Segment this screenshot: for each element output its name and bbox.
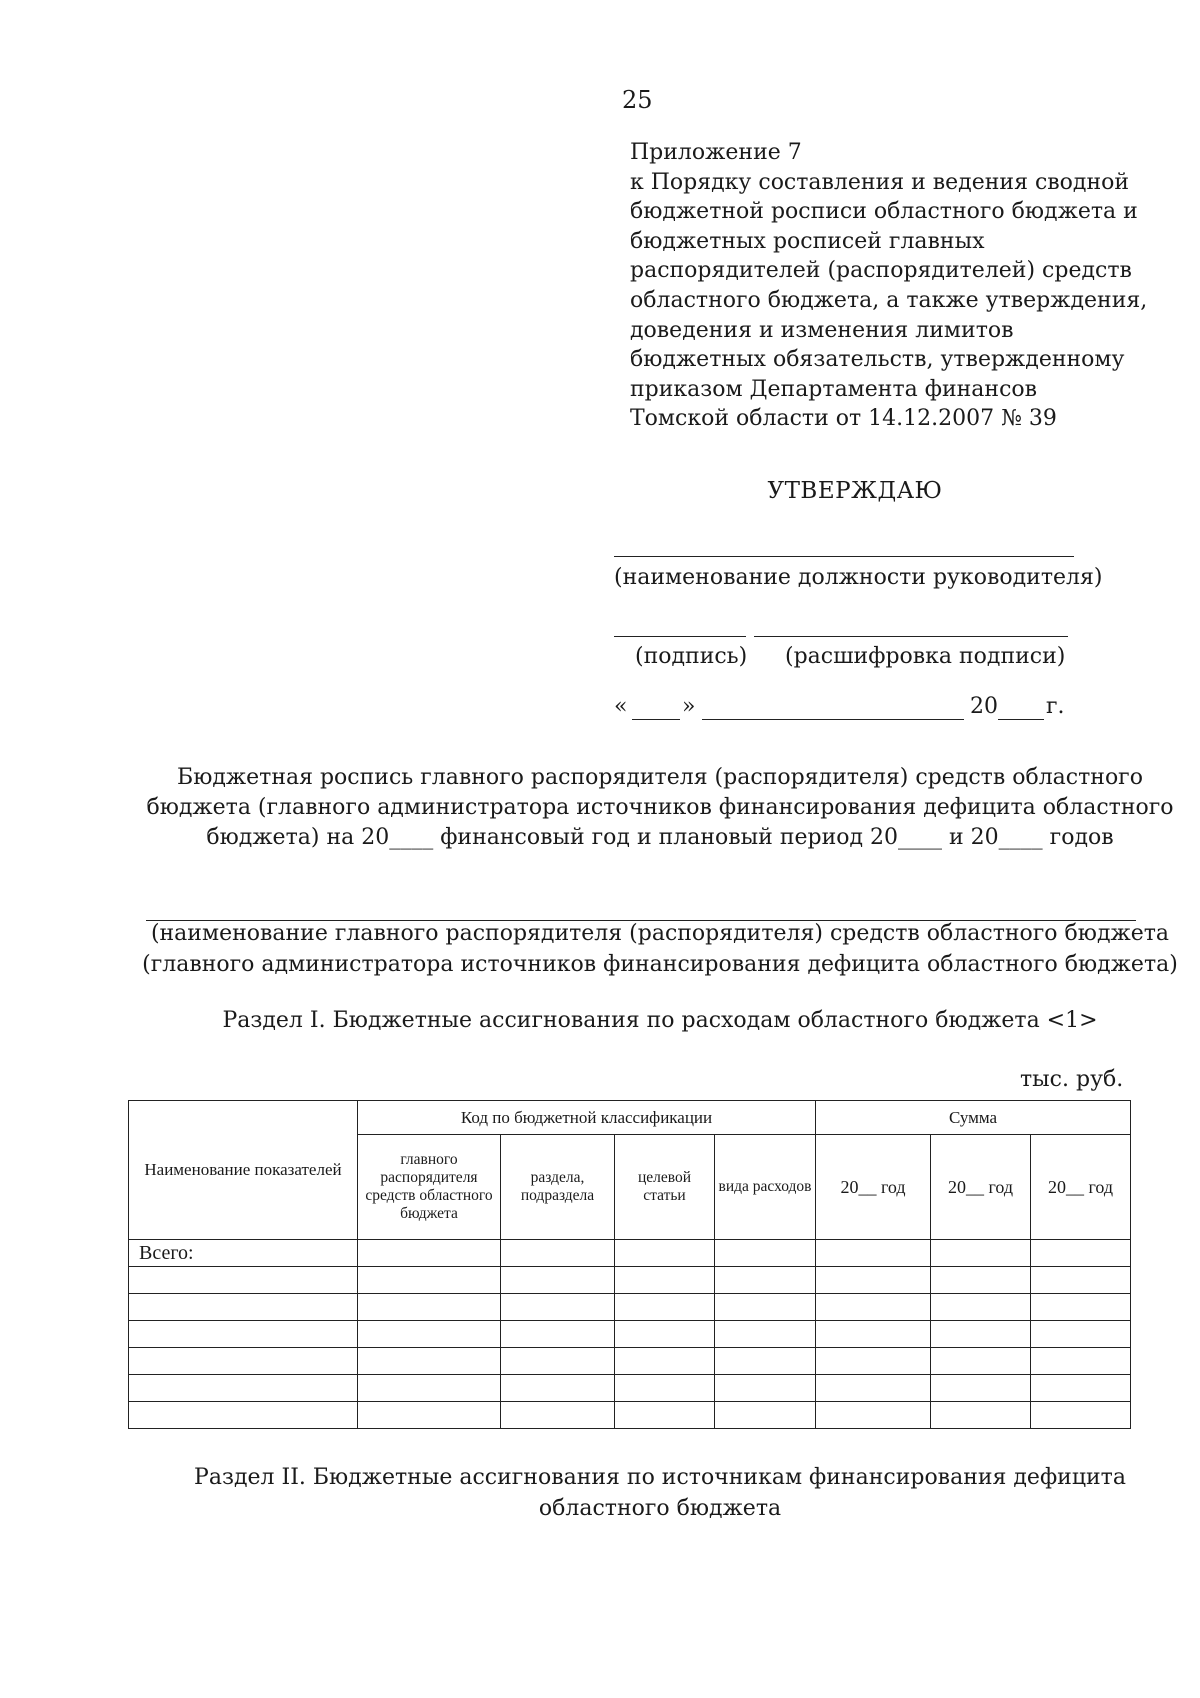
table-cell[interactable] (715, 1294, 816, 1321)
table-row (129, 1375, 1131, 1402)
signature-decode-caption: (расшифровка подписи) (785, 644, 1066, 669)
signature-decode-line[interactable] (754, 636, 1068, 637)
table-cell[interactable] (501, 1267, 615, 1294)
table-cell[interactable] (931, 1375, 1031, 1402)
table-cell[interactable] (1031, 1321, 1131, 1348)
table-cell[interactable] (129, 1348, 358, 1375)
date-year-prefix: 20 (970, 694, 998, 719)
section-2-line: Раздел II. Бюджетные ассигнования по источникам финансирования дефицита (194, 1465, 1126, 1490)
table-cell[interactable] (615, 1375, 715, 1402)
title-line: Бюджетная роспись главного распорядителя (распорядителя) средств областного (177, 765, 1143, 790)
table-cell[interactable] (129, 1321, 358, 1348)
table-cell[interactable] (715, 1240, 816, 1267)
date-open-quote: « (614, 694, 628, 719)
table-cell[interactable] (931, 1267, 1031, 1294)
date-day-line[interactable] (632, 719, 680, 720)
appendix-line: бюджетной росписи областного бюджета и (630, 199, 1138, 225)
table-cell[interactable] (715, 1375, 816, 1402)
col-header-year2: 20__ год (931, 1135, 1031, 1240)
table-cell[interactable] (1031, 1402, 1131, 1429)
table-cell[interactable] (129, 1375, 358, 1402)
org-caption-line: (главного администратора источников финансирования дефицита областного бюджета) (142, 952, 1178, 977)
table-cell[interactable] (129, 1294, 358, 1321)
table-cell[interactable] (816, 1294, 931, 1321)
table-cell[interactable] (501, 1321, 615, 1348)
table-cell[interactable] (358, 1240, 501, 1267)
org-caption-line: (наименование главного распорядителя (распорядителя) средств областного бюджета (150, 921, 1170, 946)
table-cell[interactable] (358, 1294, 501, 1321)
appendix-block (630, 138, 1150, 434)
table-row (129, 1267, 1131, 1294)
table-row (129, 1294, 1131, 1321)
col-header-expense: вида расходов (715, 1135, 816, 1240)
table-cell[interactable] (1031, 1294, 1131, 1321)
table-cell[interactable] (358, 1375, 501, 1402)
date-year-suffix: г. (1046, 694, 1065, 719)
table-cell[interactable] (615, 1267, 715, 1294)
table-cell[interactable] (615, 1294, 715, 1321)
table-cell[interactable] (715, 1348, 816, 1375)
appendix-line: бюджетных обязательств, утвержденному (630, 347, 1125, 373)
appendix-line: распорядителей (распорядителей) средств (630, 258, 1132, 284)
position-caption: (наименование должности руководителя) (614, 565, 1103, 590)
section-2-title (120, 1462, 1200, 1524)
table-cell[interactable] (358, 1321, 501, 1348)
table-cell[interactable] (615, 1348, 715, 1375)
table-cell[interactable] (615, 1240, 715, 1267)
table-cell[interactable] (931, 1402, 1031, 1429)
date-month-line[interactable] (702, 719, 964, 720)
appendix-line: бюджетных росписей главных (630, 228, 985, 254)
table-cell[interactable] (501, 1294, 615, 1321)
col-header-section: раздела, подраздела (501, 1135, 615, 1240)
approval-title: УТВЕРЖДАЮ (767, 478, 943, 504)
signature-line[interactable] (614, 636, 746, 637)
table-row (129, 1402, 1131, 1429)
table-cell[interactable] (715, 1402, 816, 1429)
table-cell[interactable] (931, 1240, 1031, 1267)
table-cell[interactable] (129, 1267, 358, 1294)
date-year-line[interactable] (998, 719, 1044, 720)
section-1-title: Раздел I. Бюджетные ассигнования по расходам областного бюджета <1> (222, 1008, 1098, 1033)
table-cell[interactable] (715, 1321, 816, 1348)
signature-caption: (подпись) (635, 644, 748, 669)
title-line: бюджета) на 20____ финансовый год и плановый период 20____ и 20____ годов (206, 825, 1114, 850)
appendix-line: областного бюджета, а также утверждения, (630, 287, 1148, 313)
table-cell[interactable] (1031, 1240, 1131, 1267)
table-cell[interactable] (1031, 1375, 1131, 1402)
table-cell[interactable] (358, 1348, 501, 1375)
col-header-year1: 20__ год (816, 1135, 931, 1240)
table-cell[interactable] (1031, 1348, 1131, 1375)
section-2-line: областного бюджета (538, 1496, 782, 1521)
position-line[interactable] (614, 556, 1074, 557)
appendix-line: приказом Департамента финансов (630, 376, 1038, 402)
table-cell[interactable] (931, 1348, 1031, 1375)
table-cell[interactable] (816, 1321, 931, 1348)
page-number: 25 (622, 86, 653, 114)
title-line: бюджета (главного администратора источников финансирования дефицита областного (146, 795, 1174, 820)
appendix-line: к Порядку составления и ведения сводной (630, 169, 1130, 195)
col-header-name: Наименование показателей (129, 1101, 358, 1240)
document-title (120, 763, 1200, 853)
col-header-target: целевой статьи (615, 1135, 715, 1240)
appendix-line: Приложение 7 (630, 140, 802, 165)
table-cell[interactable] (129, 1402, 358, 1429)
table-cell[interactable] (501, 1348, 615, 1375)
col-group-code: Код по бюджетной классификации (358, 1101, 816, 1135)
table-cell[interactable] (816, 1375, 931, 1402)
appendix-line: доведения и изменения лимитов (630, 317, 1014, 343)
org-caption (120, 918, 1200, 980)
table-cell[interactable] (816, 1267, 931, 1294)
table-cell[interactable] (816, 1240, 931, 1267)
total-label: Всего: (129, 1240, 358, 1267)
table-row (129, 1348, 1131, 1375)
table-cell[interactable] (501, 1240, 615, 1267)
table-cell[interactable] (358, 1267, 501, 1294)
table-cell[interactable] (931, 1321, 1031, 1348)
table-row-total (129, 1240, 1131, 1267)
table-cell[interactable] (715, 1267, 816, 1294)
table-cell[interactable] (501, 1402, 615, 1429)
table-cell[interactable] (816, 1402, 931, 1429)
date-close-quote: » (682, 694, 696, 719)
table-cell[interactable] (816, 1348, 931, 1375)
col-group-sum: Сумма (816, 1101, 1131, 1135)
table-cell[interactable] (931, 1294, 1031, 1321)
budget-table (128, 1100, 1131, 1429)
table-row (129, 1321, 1131, 1348)
table-cell[interactable] (501, 1375, 615, 1402)
table-cell[interactable] (358, 1402, 501, 1429)
units-label: тыс. руб. (1020, 1067, 1124, 1092)
table-cell[interactable] (1031, 1267, 1131, 1294)
appendix-line: Томской области от 14.12.2007 № 39 (630, 406, 1057, 432)
table-cell[interactable] (615, 1402, 715, 1429)
table-cell[interactable] (615, 1321, 715, 1348)
col-header-year3: 20__ год (1031, 1135, 1131, 1240)
col-header-manager: главного распорядителя средств областного бюджета (358, 1135, 501, 1240)
